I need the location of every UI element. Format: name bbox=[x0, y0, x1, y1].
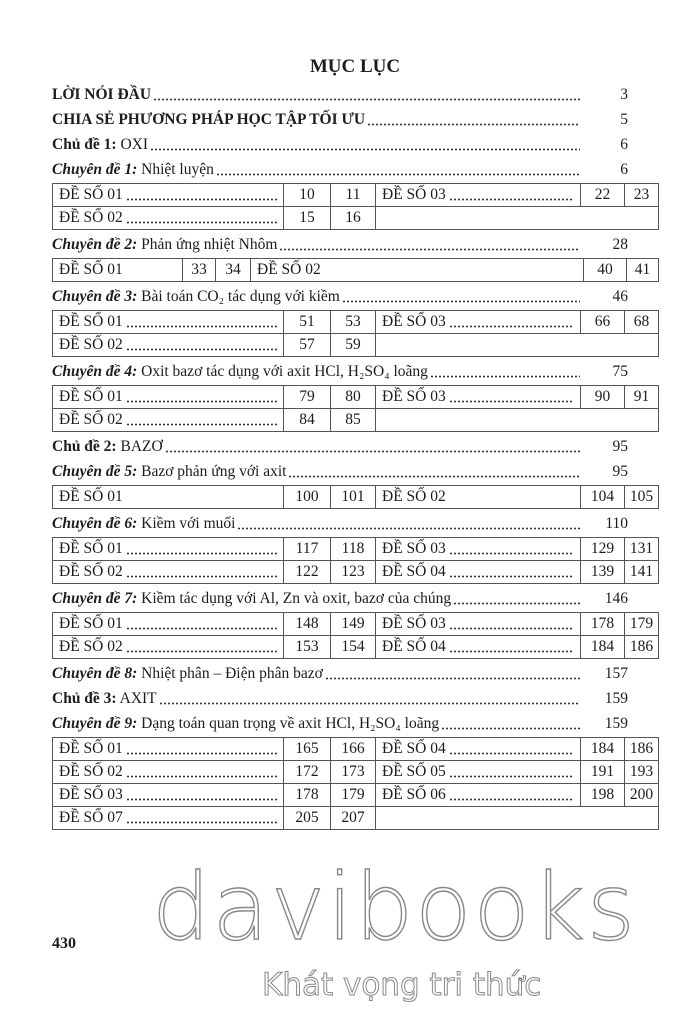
toc-chapter[interactable] bbox=[52, 661, 658, 686]
exam-label: ĐỀ SỐ 02 bbox=[59, 336, 123, 353]
exam-label-cell[interactable] bbox=[376, 561, 581, 584]
table-row bbox=[53, 184, 659, 207]
page-number-cell: 184 bbox=[581, 738, 625, 761]
page-number-cell: 10 bbox=[284, 184, 331, 207]
dot-leader bbox=[449, 393, 574, 403]
exam-label: ĐỀ SỐ 02 bbox=[59, 411, 123, 428]
page-number-cell: 33 bbox=[183, 259, 216, 282]
entry-page: 6 bbox=[620, 136, 628, 153]
dot-leader bbox=[126, 620, 277, 630]
exam-label-cell[interactable] bbox=[53, 784, 284, 807]
page-number-cell: 148 bbox=[284, 613, 331, 636]
dot-leader bbox=[288, 466, 580, 478]
toc-chapter[interactable] bbox=[52, 511, 658, 536]
table-row bbox=[53, 538, 659, 561]
dot-leader bbox=[126, 768, 277, 778]
entry-label: AXIT bbox=[116, 690, 157, 707]
page-number-cell: 66 bbox=[581, 311, 625, 334]
entry-label: Nhiệt phân – Điện phân bazơ bbox=[137, 665, 323, 682]
entry-prefix: Chủ đề 2: bbox=[52, 438, 117, 455]
exam-label: ĐỀ SỐ 04 bbox=[382, 740, 446, 757]
exam-label-cell[interactable] bbox=[53, 636, 284, 659]
exam-label: ĐỀ SỐ 03 bbox=[382, 313, 446, 330]
exam-label-cell[interactable] bbox=[376, 311, 581, 334]
toc-chapter[interactable] bbox=[52, 232, 658, 257]
page-number-cell: 22 bbox=[581, 184, 625, 207]
exam-label: ĐỀ SỐ 02 bbox=[257, 261, 321, 278]
exam-label-cell[interactable] bbox=[376, 784, 581, 807]
entry-title bbox=[52, 232, 277, 257]
dot-leader bbox=[430, 366, 580, 378]
dot-leader bbox=[449, 191, 574, 201]
exam-label-cell[interactable] bbox=[53, 561, 284, 584]
exam-label: ĐỀ SỐ 07 bbox=[59, 809, 123, 826]
page-number-cell: 165 bbox=[284, 738, 331, 761]
entry-prefix: Chuyên đề 9: bbox=[52, 715, 138, 732]
page-number-cell: 101 bbox=[331, 486, 376, 509]
page-number-cell: 53 bbox=[331, 311, 376, 334]
entry-prefix: Chủ đề 3: bbox=[52, 690, 117, 707]
page-number-cell: 139 bbox=[581, 561, 625, 584]
exam-label: ĐỀ SỐ 01 bbox=[59, 261, 123, 278]
empty-cell bbox=[376, 334, 659, 357]
dot-leader bbox=[126, 791, 277, 801]
table-row bbox=[53, 207, 659, 230]
page-number-cell: 91 bbox=[625, 386, 659, 409]
toc-chapter[interactable] bbox=[52, 711, 658, 736]
page-number-cell: 173 bbox=[331, 761, 376, 784]
dot-leader bbox=[449, 620, 574, 630]
entry-title bbox=[52, 711, 439, 736]
entry-label: Phản ứng nhiệt Nhôm bbox=[137, 236, 278, 253]
page-title: MỤC LỤC bbox=[309, 56, 401, 77]
exam-label-cell[interactable] bbox=[53, 486, 284, 509]
dot-leader bbox=[325, 668, 580, 680]
dot-leader bbox=[449, 768, 574, 778]
entry-title bbox=[52, 459, 286, 484]
exam-label: ĐỀ SỐ 02 bbox=[59, 763, 123, 780]
page-number-cell: 193 bbox=[625, 761, 659, 784]
page-number-cell: 68 bbox=[625, 311, 659, 334]
toc-topic[interactable] bbox=[52, 686, 658, 711]
page-number-cell: 207 bbox=[331, 807, 376, 830]
entry-label: OXI bbox=[116, 136, 149, 153]
entry-label: BAZƠ bbox=[116, 438, 163, 455]
exam-label: ĐỀ SỐ 02 bbox=[59, 209, 123, 226]
dot-leader bbox=[367, 114, 580, 126]
entry-title bbox=[52, 511, 235, 536]
dot-leader bbox=[449, 745, 574, 755]
table-row bbox=[53, 807, 659, 830]
exam-label: ĐỀ SỐ 03 bbox=[382, 186, 446, 203]
entry-page: 159 bbox=[604, 690, 628, 707]
exam-label-cell[interactable] bbox=[53, 807, 284, 830]
exam-table bbox=[52, 310, 659, 357]
exam-label-cell[interactable] bbox=[376, 184, 581, 207]
exam-table bbox=[52, 537, 659, 584]
entry-prefix: Chuyên đề 6: bbox=[52, 515, 138, 532]
entry-label: Kiềm tác dụng với Al, Zn và oxit, bazơ của chúng bbox=[137, 590, 452, 607]
watermark-logo: davibooks bbox=[152, 854, 637, 961]
entry-label: Dạng toán quan trọng về axit HCl, H₂SO₄ loãng bbox=[137, 715, 440, 732]
page-number-cell: 104 bbox=[581, 486, 625, 509]
entry-prefix: Chủ đề 1: bbox=[52, 136, 117, 153]
exam-label: ĐỀ SỐ 03 bbox=[382, 615, 446, 632]
page-number-cell: 85 bbox=[331, 409, 376, 432]
dot-leader bbox=[279, 239, 580, 251]
exam-label-cell[interactable] bbox=[376, 538, 581, 561]
toc-entries bbox=[52, 82, 658, 830]
exam-label-cell[interactable] bbox=[376, 738, 581, 761]
toc-chapter[interactable] bbox=[52, 284, 658, 309]
exam-label-cell[interactable] bbox=[53, 613, 284, 636]
entry-label: CHIA SẺ PHƯƠNG PHÁP HỌC TẬP TỐI ƯU bbox=[52, 111, 366, 128]
exam-label: ĐỀ SỐ 03 bbox=[382, 388, 446, 405]
page-number-cell: 131 bbox=[625, 538, 659, 561]
page-number-cell: 184 bbox=[581, 636, 625, 659]
exam-label-cell[interactable] bbox=[376, 386, 581, 409]
dot-leader bbox=[126, 814, 277, 824]
empty-cell bbox=[376, 409, 659, 432]
page-number-cell: 59 bbox=[331, 334, 376, 357]
page-number-cell: 16 bbox=[331, 207, 376, 230]
exam-label-cell[interactable] bbox=[251, 259, 584, 282]
entry-title bbox=[52, 107, 365, 132]
exam-label: ĐỀ SỐ 01 bbox=[59, 388, 123, 405]
page-number-cell: 178 bbox=[581, 613, 625, 636]
entry-title bbox=[52, 686, 157, 711]
page-number-cell: 172 bbox=[284, 761, 331, 784]
exam-label-cell[interactable] bbox=[53, 334, 284, 357]
page-number-cell: 79 bbox=[284, 386, 331, 409]
dot-leader bbox=[153, 89, 580, 101]
entry-prefix: Chuyên đề 5: bbox=[52, 463, 138, 480]
page-number-cell: 186 bbox=[625, 636, 659, 659]
entry-prefix: Chuyên đề 3: bbox=[52, 288, 138, 305]
exam-table bbox=[52, 612, 659, 659]
exam-label: ĐỀ SỐ 01 bbox=[59, 615, 123, 632]
exam-label: ĐỀ SỐ 01 bbox=[59, 540, 123, 557]
exam-label-cell[interactable] bbox=[53, 409, 284, 432]
exam-label-cell[interactable] bbox=[53, 386, 284, 409]
toc-section[interactable] bbox=[52, 107, 658, 132]
dot-leader bbox=[342, 291, 580, 303]
dot-leader bbox=[216, 164, 580, 176]
page-number-cell: 90 bbox=[581, 386, 625, 409]
exam-label: ĐỀ SỐ 02 bbox=[59, 563, 123, 580]
toc-chapter[interactable] bbox=[52, 157, 658, 182]
page-number-cell: 41 bbox=[627, 259, 659, 282]
exam-label-cell[interactable] bbox=[376, 613, 581, 636]
entry-title bbox=[52, 132, 148, 157]
entry-title bbox=[52, 157, 214, 182]
entry-title bbox=[52, 284, 340, 309]
table-row bbox=[53, 561, 659, 584]
page-number-cell: 117 bbox=[284, 538, 331, 561]
dot-leader bbox=[237, 518, 580, 530]
page-number-cell: 123 bbox=[331, 561, 376, 584]
entry-page: 6 bbox=[620, 161, 628, 178]
page-number-cell: 11 bbox=[331, 184, 376, 207]
table-row bbox=[53, 409, 659, 432]
page-number-cell: 166 bbox=[331, 738, 376, 761]
exam-label: ĐỀ SỐ 01 bbox=[59, 313, 123, 330]
page-number-cell: 179 bbox=[625, 613, 659, 636]
exam-label-cell[interactable] bbox=[53, 738, 284, 761]
table-row bbox=[53, 334, 659, 357]
page-number-cell: 178 bbox=[284, 784, 331, 807]
exam-table bbox=[52, 183, 659, 230]
entry-prefix: Chuyên đề 1: bbox=[52, 161, 138, 178]
toc-topic[interactable] bbox=[52, 132, 658, 157]
entry-label: LỜI NÓI ĐẦU bbox=[52, 86, 152, 103]
dot-leader bbox=[449, 568, 574, 578]
entry-page: 5 bbox=[620, 111, 628, 128]
table-row bbox=[53, 613, 659, 636]
dot-leader bbox=[449, 643, 574, 653]
entry-title bbox=[52, 82, 151, 107]
exam-label: ĐỀ SỐ 02 bbox=[382, 488, 446, 505]
exam-table bbox=[52, 737, 659, 830]
table-of-contents bbox=[52, 52, 658, 832]
exam-label: ĐỀ SỐ 04 bbox=[382, 563, 446, 580]
exam-label-cell[interactable] bbox=[53, 259, 183, 282]
dot-leader bbox=[126, 191, 277, 201]
toc-chapter[interactable] bbox=[52, 359, 658, 384]
page-number-cell: 141 bbox=[625, 561, 659, 584]
dot-leader bbox=[126, 393, 277, 403]
page-number-cell: 186 bbox=[625, 738, 659, 761]
dot-leader bbox=[126, 214, 277, 224]
toc-section[interactable] bbox=[52, 82, 658, 107]
page-number-cell: 80 bbox=[331, 386, 376, 409]
exam-label: ĐỀ SỐ 01 bbox=[59, 488, 123, 505]
entry-label: Bazơ phản ứng với axit bbox=[137, 463, 287, 480]
page-number-cell: 149 bbox=[331, 613, 376, 636]
table-row bbox=[53, 784, 659, 807]
exam-label-cell[interactable] bbox=[53, 761, 284, 784]
entry-prefix: Chuyên đề 7: bbox=[52, 590, 138, 607]
page-number-cell: 129 bbox=[581, 538, 625, 561]
entry-page: 146 bbox=[604, 590, 628, 607]
page-number-cell: 179 bbox=[331, 784, 376, 807]
toc-topic[interactable] bbox=[52, 434, 658, 459]
dot-leader bbox=[453, 593, 580, 605]
dot-leader bbox=[126, 545, 277, 555]
page-number-cell: 200 bbox=[625, 784, 659, 807]
exam-label: ĐỀ SỐ 03 bbox=[382, 540, 446, 557]
table-row bbox=[53, 761, 659, 784]
dot-leader bbox=[449, 318, 574, 328]
entry-page: 157 bbox=[604, 665, 628, 682]
exam-table bbox=[52, 385, 659, 432]
table-row bbox=[53, 738, 659, 761]
exam-label: ĐỀ SỐ 01 bbox=[59, 186, 123, 203]
entry-label: Kiềm với muối bbox=[137, 515, 236, 532]
entry-title bbox=[52, 661, 323, 686]
dot-leader bbox=[126, 416, 277, 426]
exam-label: ĐỀ SỐ 01 bbox=[59, 740, 123, 757]
toc-chapter[interactable] bbox=[52, 586, 658, 611]
exam-label: ĐỀ SỐ 04 bbox=[382, 638, 446, 655]
dot-leader bbox=[126, 318, 277, 328]
entry-page: 95 bbox=[612, 463, 628, 480]
page-number-cell: 34 bbox=[216, 259, 251, 282]
exam-label-cell[interactable] bbox=[53, 538, 284, 561]
table-row bbox=[53, 259, 659, 282]
exam-label-cell[interactable] bbox=[53, 311, 284, 334]
table-row bbox=[53, 486, 659, 509]
empty-cell bbox=[376, 807, 659, 830]
page-number-cell: 154 bbox=[331, 636, 376, 659]
entry-label: Bài toán CO₂ tác dụng với kiềm bbox=[137, 288, 340, 305]
entry-title bbox=[52, 359, 428, 384]
entry-page: 159 bbox=[604, 715, 628, 732]
dot-leader bbox=[159, 693, 580, 705]
dot-leader bbox=[126, 643, 277, 653]
entry-title bbox=[52, 586, 451, 611]
exam-label-cell[interactable] bbox=[376, 486, 581, 509]
entry-label: Nhiệt luyện bbox=[137, 161, 214, 178]
empty-cell bbox=[376, 207, 659, 230]
page-number-cell: 198 bbox=[581, 784, 625, 807]
exam-label: ĐỀ SỐ 03 bbox=[59, 786, 123, 803]
page-number-cell: 105 bbox=[625, 486, 659, 509]
exam-label-cell[interactable] bbox=[53, 184, 284, 207]
entry-prefix: Chuyên đề 2: bbox=[52, 236, 138, 253]
entry-page: 95 bbox=[612, 438, 628, 455]
dot-leader bbox=[165, 441, 580, 453]
dot-leader bbox=[126, 568, 277, 578]
page-number-cell: 15 bbox=[284, 207, 331, 230]
page-number: 430 bbox=[52, 935, 76, 952]
exam-label-cell[interactable] bbox=[376, 761, 581, 784]
entry-page: 110 bbox=[605, 515, 628, 532]
entry-prefix: Chuyên đề 4: bbox=[52, 363, 138, 380]
page-number-cell: 100 bbox=[284, 486, 331, 509]
page-number-cell: 205 bbox=[284, 807, 331, 830]
exam-table bbox=[52, 258, 659, 282]
page-number-cell: 122 bbox=[284, 561, 331, 584]
page-number-cell: 51 bbox=[284, 311, 331, 334]
dot-leader bbox=[449, 545, 574, 555]
dot-leader bbox=[441, 718, 580, 730]
dot-leader bbox=[150, 139, 580, 151]
page-number-cell: 118 bbox=[331, 538, 376, 561]
entry-title bbox=[52, 434, 163, 459]
entry-prefix: Chuyên đề 8: bbox=[52, 665, 138, 682]
exam-label: ĐỀ SỐ 06 bbox=[382, 786, 446, 803]
entry-page: 3 bbox=[620, 86, 628, 103]
page-number-cell: 57 bbox=[284, 334, 331, 357]
watermark-slogan: Khát vọng tri thức bbox=[262, 967, 542, 1003]
exam-label-cell[interactable] bbox=[376, 636, 581, 659]
entry-page: 46 bbox=[612, 288, 628, 305]
exam-label: ĐỀ SỐ 05 bbox=[382, 763, 446, 780]
dot-leader bbox=[449, 791, 574, 801]
page-number-cell: 84 bbox=[284, 409, 331, 432]
exam-table bbox=[52, 485, 659, 509]
table-row bbox=[53, 386, 659, 409]
exam-label: ĐỀ SỐ 02 bbox=[59, 638, 123, 655]
entry-label: Oxit bazơ tác dụng với axit HCl, H₂SO₄ loãng bbox=[137, 363, 428, 380]
page-number-cell: 153 bbox=[284, 636, 331, 659]
toc-chapter[interactable] bbox=[52, 459, 658, 484]
page-number-cell: 23 bbox=[625, 184, 659, 207]
entry-page: 28 bbox=[612, 236, 628, 253]
page-number-cell: 191 bbox=[581, 761, 625, 784]
exam-label-cell[interactable] bbox=[53, 207, 284, 230]
dot-leader bbox=[126, 745, 277, 755]
dot-leader bbox=[126, 341, 277, 351]
table-row bbox=[53, 311, 659, 334]
table-row bbox=[53, 636, 659, 659]
entry-page: 75 bbox=[612, 363, 628, 380]
page-number-cell: 40 bbox=[584, 259, 627, 282]
